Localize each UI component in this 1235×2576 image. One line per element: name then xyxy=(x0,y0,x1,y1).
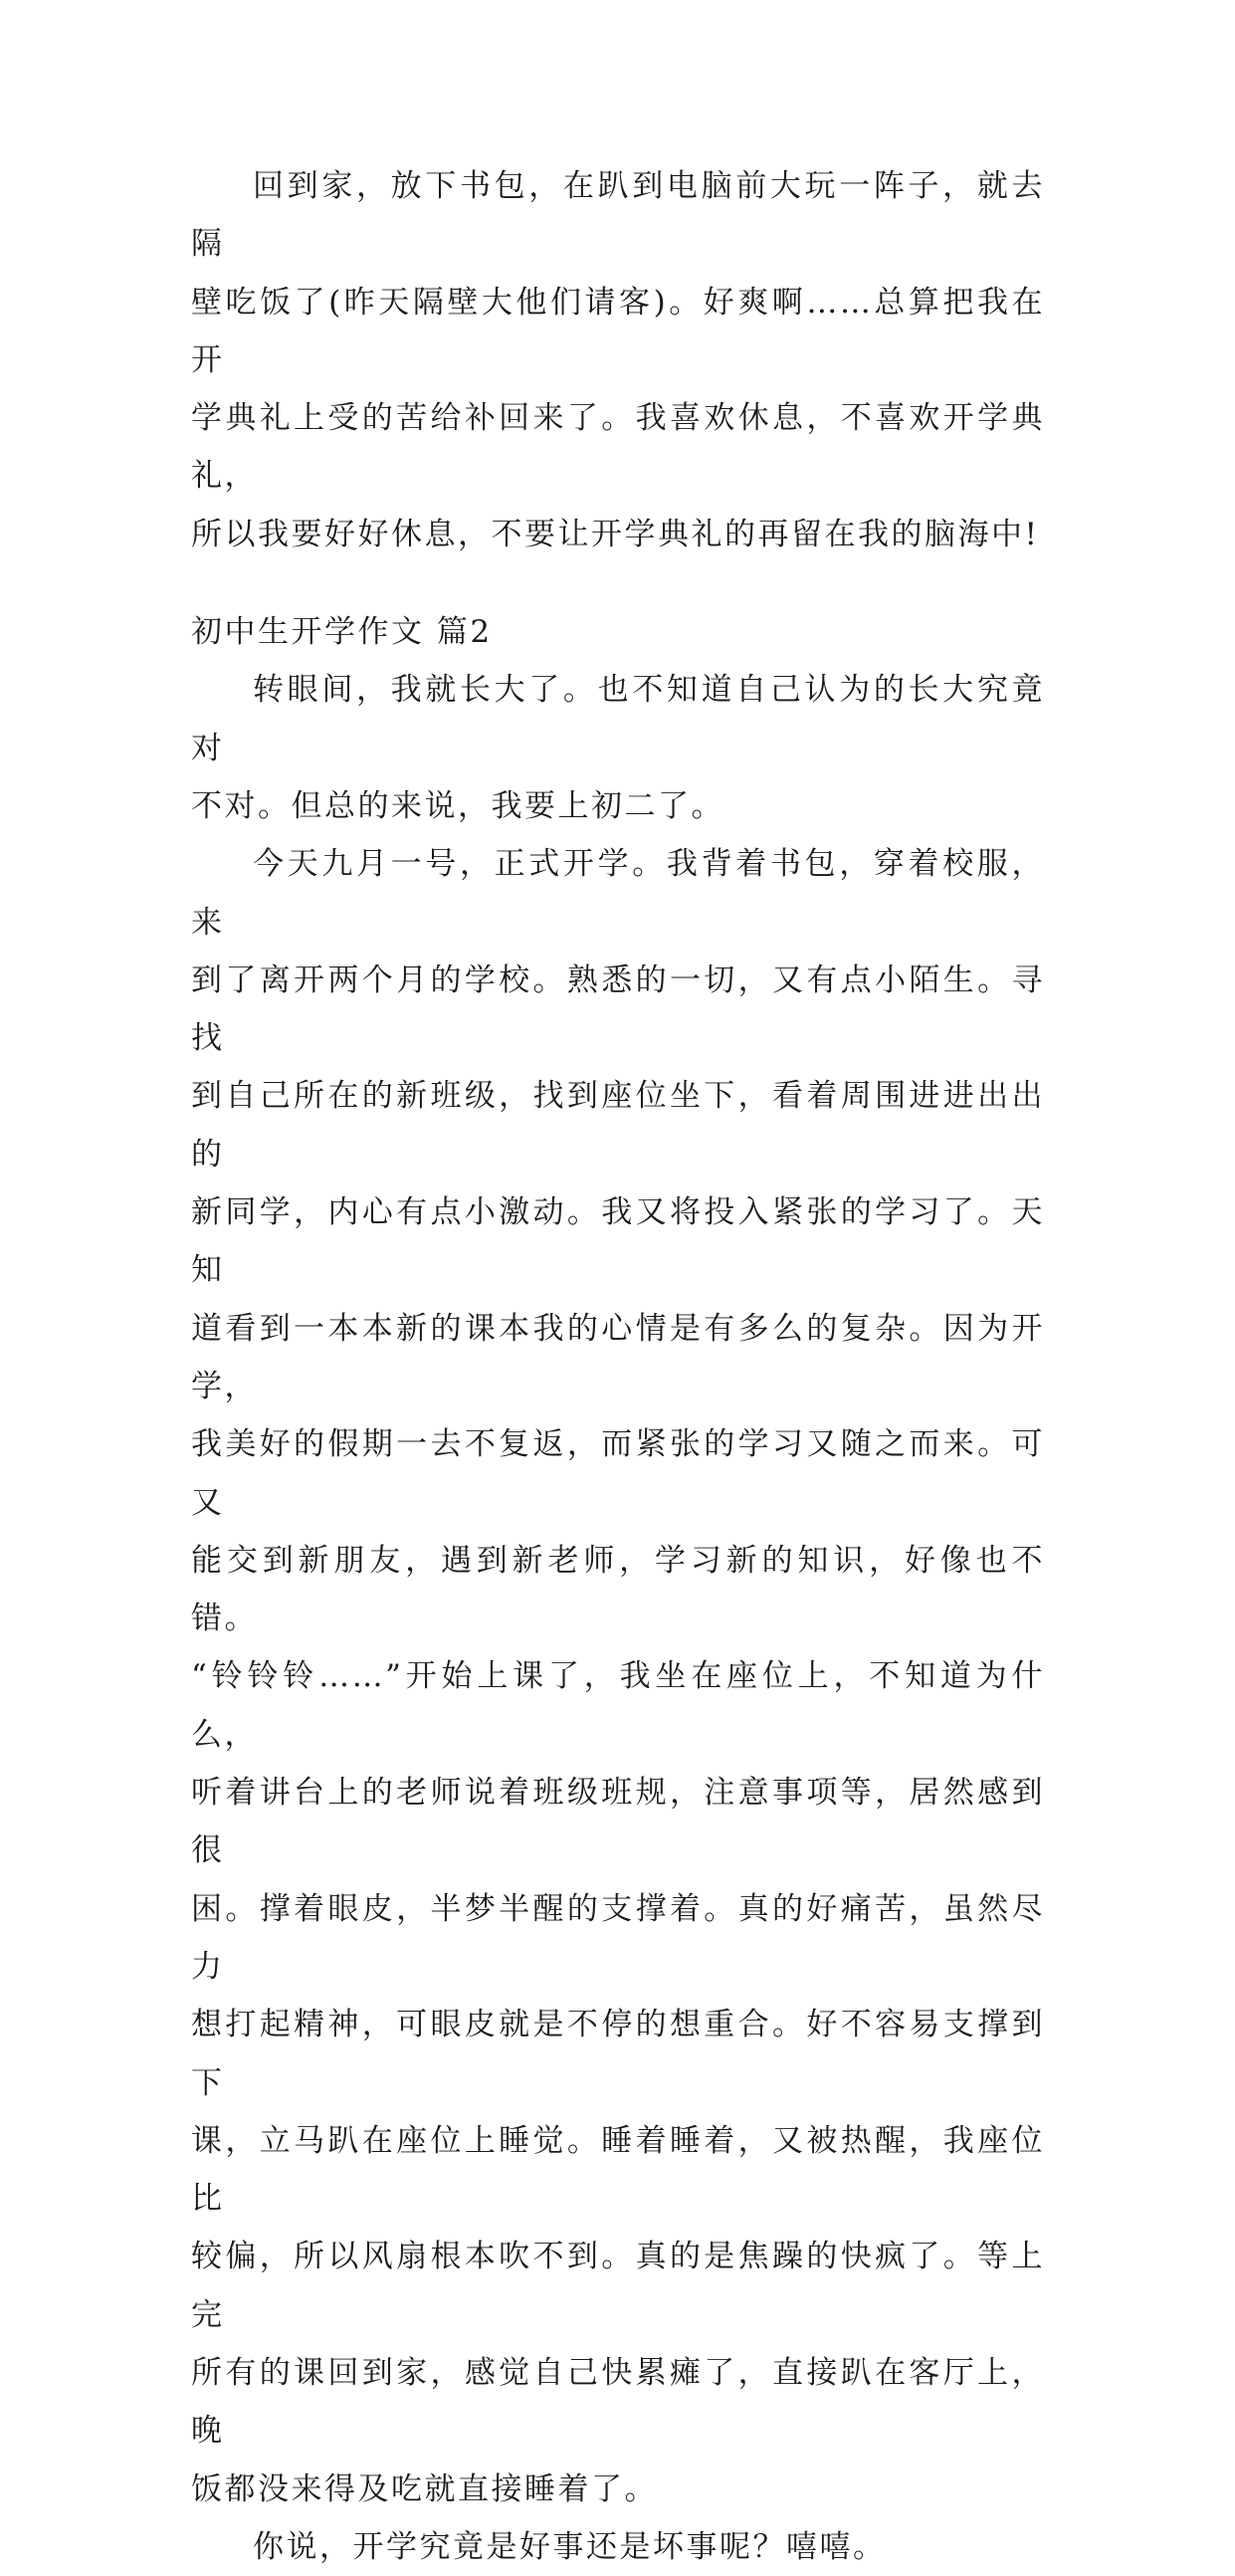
paragraph-1: 转眼间，我就长大了。也不知道自己认为的长大究竟对 不对。但总的来说，我要上初二了。 xyxy=(191,672,1045,824)
section-title: 初中生开学作文 篇2 xyxy=(191,614,493,651)
paragraph-3: 你说，开学究竟是好事还是坏事呢？嘻嘻。 xyxy=(253,2528,887,2565)
document-body xyxy=(191,157,1045,2576)
intro-paragraph: 回到家，放下书包，在趴到电脑前大玩一阵子，就去隔 壁吃饭了(昨天隔壁大他们请客)。好爽啊……总算把我在开 学典礼上受的苦给补回来了。我喜欢休息，不喜欢开学典礼， 所以我要好好休息，不要让开学典礼的再留在我的脑海中! xyxy=(191,168,1045,552)
paragraph-2: 今天九月一号，正式开学。我背着书包，穿着校服，来 到了离开两个月的学校。熟悉的一切，又有点小陌生。寻找 到自己所在的新班级，找到座位坐下，看着周围进进出出的 新同学，内心有点小激动。我又将投入紧张的学习了。天知 道看到一本本新的课本我的心情是有多么的复杂。因为开学， 我美好的假期一去不复返，而紧张的学习又随之而来。可又 能交到新朋友，遇到新老师，学习新的知识，好像也不错。 “铃铃铃……”开始上课了，我坐在座位上，不知道为什么， 听着讲台上的老师说着班级班规，注意事项等，居然感到很 困。撑着眼皮，半梦半醒的支撑着。真的好痛苦，虽然尽力 想打起精神，可眼皮就是不停的想重合。好不容易支撑到下 课，立马趴在座位上睡觉。睡着睡着，又被热醒，我座位比 较偏，所以风扇根本吹不到。真的是焦躁的快疯了。等上完 所有的课回到家，感觉自己快累瘫了，直接趴在客厅上，晚 饭都没来得及吃就直接睡着了。 xyxy=(191,846,1045,2507)
